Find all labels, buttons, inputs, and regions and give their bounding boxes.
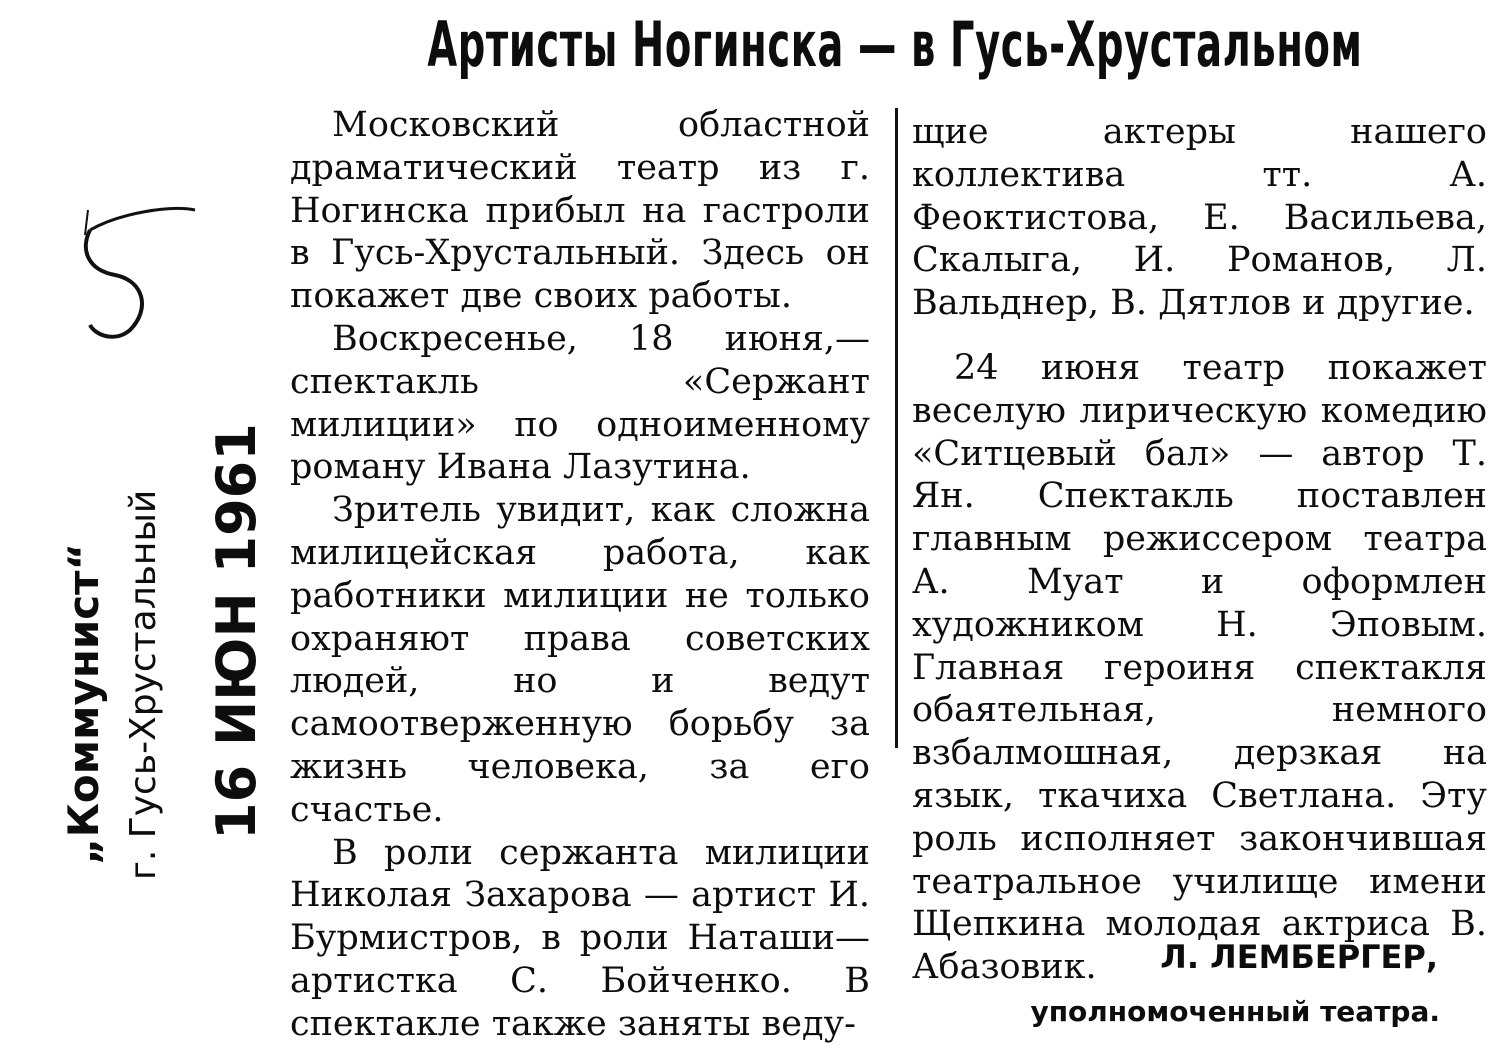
article-paragraph: В роли сержанта милиции Николая Захарова — артист И. Бурмистров, в роли Наташи—артистка С. Бойченко. В спектакле также заняты веду-: [290, 832, 870, 1044]
author-name: Л. ЛЕМБЕРГЕР,: [1160, 938, 1438, 976]
article-right-column: [912, 111, 1487, 989]
article-paragraph: Зритель увидит, как сложна милицейская работа, как работники милиции не только охраняют права советских людей, но и ведут самоотверженную борьбу за жизнь человека, за его счастье.: [290, 490, 870, 830]
stamp-date: 16 ИЮН 1961: [205, 423, 268, 840]
article-paragraph: Московский областной драматический театр из г. Ногинска прибыл на гастроли в Гусь-Хрустальный. Здесь он покажет две своих работы.: [290, 105, 870, 317]
article-paragraph: Воскресенье, 18 июня,—спектакль «Сержант милиции» по одноименному роману Ивана Лазутина.: [290, 318, 870, 488]
column-divider: [895, 108, 898, 748]
date-stamp: [25, 423, 268, 880]
stamp-city: г. Гусь-Хрустальный: [123, 489, 164, 880]
stamp-newspaper: „Коммунист“: [59, 542, 108, 865]
article-paragraph: 24 июня театр покажет веселую лирическую комедию «Ситцевый бал» — автор Т. Ян. Спектакль поставлен главным режиссером театра А. Муат и оформлен художником Н. Эповым. Главная героиня спектакля обаятельная, немного взбалмошная, дерзкая на язык, ткачиха Светлана. Эту роль исполняет закончившая театральное училище имени Щепкина молодая актриса В. Абазовик.: [912, 347, 1487, 988]
article-paragraph: щие актеры нашего коллектива тт. А. Феоктистова, Е. Васильева, Скалыга, И. Романов, Л. Вальднер, В. Дятлов и другие.: [912, 112, 1487, 324]
article-left-column: [290, 104, 870, 1046]
handwritten-mark-5: [60, 175, 280, 345]
author-role: уполномоченный театра.: [1030, 995, 1440, 1028]
headline: Артисты Ногинска — в Гусь-Хрустальном: [427, 8, 1363, 81]
